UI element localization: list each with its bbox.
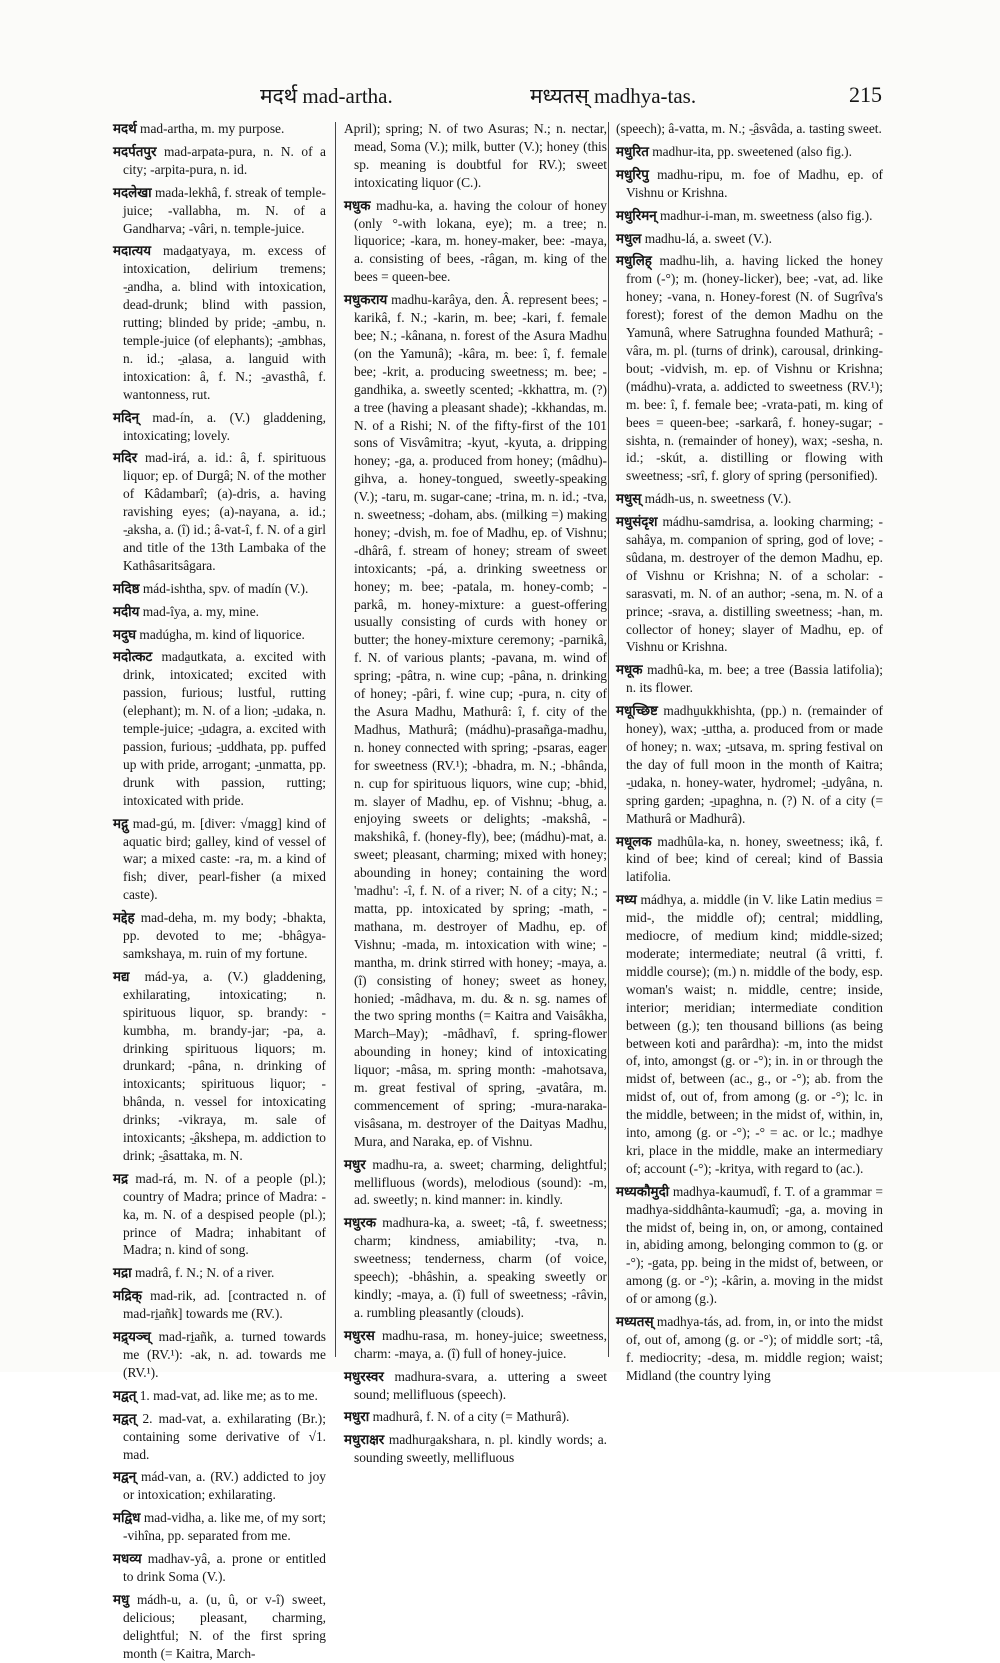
entry-headword: मधव्य (113, 1551, 142, 1567)
entry-headword: मदिर (113, 450, 138, 466)
entry-text: mada̱atyaya, m. excess of intoxication, delirium tremens; -̱andha, a. blind with intoxication, dead-drunk; blind with passion, rutting; blinded by pride; -̱ambu, n. temple-juice (of elephants); -̱ambhas, n. id.; -̱alasa, a. languid with intoxication: â, f. N.; -̱avasthâ, f. wantonness, rut. (123, 243, 326, 402)
dictionary-entry (113, 1550, 326, 1586)
entry-headword: मदर्पतपुर (113, 143, 157, 159)
entry-headword: मध्य (616, 892, 637, 908)
entry-text: mad-irá, a. id.: â, f. spirituous liquor; ep. of Durgâ; N. of the mother of Kâdambarî; (a)-dris, a. having ravishing eyes; (a)-nayana, a. id.; -̱aksha, a. (î) id.; â-vat-î, f. N. of a girl and title of the 13th Lambaka of the Kathâsaritsâgara. (123, 450, 326, 573)
entry-headword: मद्वन् (113, 1469, 137, 1485)
entry-headword: मधुरिमन् (616, 207, 657, 223)
entry-text: madhu-lá, a. sweet (V.). (644, 230, 772, 246)
entry-text: madrâ, f. N.; N. of a river. (134, 1265, 275, 1281)
entry-headword: मधुक (344, 197, 371, 213)
dictionary-entry (344, 1368, 607, 1404)
entry-text: madhur-ita, pp. sweetened (also fig.). (652, 143, 852, 159)
dictionary-entry (344, 1408, 607, 1426)
dictionary-entry (616, 252, 883, 485)
entry-text: mad-îya, a. my, mine. (142, 603, 259, 619)
entry-text: mad-gú, m. [diver: √magg] kind of aquatic bird; galley, kind of vessel of war; a mixed caste: -ra, m. a kind of fish; diver, pearl-fisher (a mixed caste). (123, 815, 326, 903)
dictionary-entry (616, 230, 883, 248)
dictionary-entry (113, 1591, 326, 1663)
dictionary-entry (113, 143, 326, 179)
dictionary-entry (344, 1431, 607, 1467)
column-2 (344, 120, 607, 1466)
dictionary-entry (113, 968, 326, 1165)
entry-text: mada̱utkata, a. excited with drink, intoxicated; excited with passion, furious; lustful, rutting (elephant); m. N. of a lion; -̱udaka, n. temple-juice; -̱udagra, a. excited with passion, furious; -̱uddhata, pp. puffed up with pride, arrogant; -̱unmatta, pp. drunk with passion, rutting; intoxicated with pride. (123, 649, 326, 808)
entry-headword: मधुरस (344, 1327, 375, 1343)
entry-headword: मद्वत् (113, 1410, 137, 1426)
dictionary-entry (113, 580, 326, 598)
dictionary-entry (113, 1264, 326, 1282)
entry-headword: मधुसंदृश (616, 514, 658, 530)
entry-text: mada-lekhâ, f. streak of temple-juice; -vallabha, m. N. of a Gandharva; -vâri, n. temple-juice. (123, 184, 327, 236)
dictionary-entry (113, 449, 326, 574)
dictionary-entry (113, 184, 326, 238)
dictionary-entry (113, 815, 326, 905)
dictionary-entry (616, 490, 883, 508)
entry-text: madhu-ra, a. sweet; charming, delightful; mellifluous (words), melodious (sound): -m, ad. sweetly; n. kind manner: in. kindly. (354, 1156, 607, 1208)
dictionary-entry (616, 166, 883, 202)
entry-text: madhav-yâ, a. prone or entitled to drink Soma (V.). (123, 1551, 326, 1584)
dictionary-entry (616, 833, 883, 887)
entry-text: madhya-kaumudî, f. T. of a grammar = madhya-siddhânta-kaumudî; -ga, a. moving in the midst of, being in, on, or among, contained in, abiding among, belonging common to (g. or -°); -gata, pp. being in the midst of, between, or among (g. or -°); -kârin, a. moving in the midst of or among (g.). (626, 1183, 883, 1307)
entry-text: madhu-ka, a. having the colour of honey (only °-with lokana, eye); m. a tree; n. liquorice; -kara, m. honey-maker, bee: -maya, a. consisting of bees, -râgan, m. king of the bees = queen-bee. (354, 197, 607, 285)
entry-headword: मधुस् (616, 491, 642, 507)
entry-headword: मदुघ (113, 626, 137, 642)
dictionary-entry (344, 1214, 607, 1321)
dictionary-entry (113, 1387, 326, 1405)
dictionary-entry (113, 409, 326, 445)
entry-text: madhu-karâya, den. Â. represent bees; -karikâ, f. N.; -karin, m. bee; -kari, f. female bee; N.; -kânana, n. forest of the Asura Madhu (on the Yamunâ); -kâra, m. bee: î, f. female bee; -krit, a. producing sweetness; m. bee; -gandhika, a. sweetly scented; -kkhattra, m. (?) a tree (having a pleasant shade); -kkhandas, m. N. of a Rishi; N. of the fifty-first of the 101 sons of Visvâmitra; -kyut, -kyuta, a. dripping honey; -ga, a. produced from honey; (mâdhu)-gihva, a. honey-tongued, sweetly-speaking (V.); -taru, m. sugar-cane; -trina, m. n. id.; -tva, n. sweetness; -doham, abs. (milking =) making honey; -dvish, m. foe of Madhu, ep. of Vishnu; -dhârâ, f. stream of honey; stream of sweet intoxicants; -pá, a. drinking sweetness or honey; m. bee; -patala, m. honey-comb; -parkâ, m. honey-mixture: a guest-offering usually consisting of curds with honey or butter; the honey-mixture ceremony; -parnikâ, f. N. of various plants; -pavana, m. wind of spring; -pâtra, n. wine cup; -pâna, n. drinking of honey; -pâri, f. wine cup; -pura, n. city of the Asura Madhu, Mathurâ: î, f. city of the Madhus, Mathurâ; (mádhu)-prasañga-madhu, n. honey connected with spring; -psaras, eager for sweetness (RV.¹); -bhadra, m. N.; -bhânda, n. cup for spirituous liquors, wine cup; -bhid, m. slayer of Madhu, ep. of Vishnu; -bhug, a. enjoying sweets or delights; -makshâ, -makshikâ, f. (honey-fly), bee; (mádhu)-mat, a. sweet; pleasant, charming; mixed with honey; abounding in honey; containing the word 'madhu': -î, f. N. of a river; N. of a city; N.; -matta, pp. intoxicated by spring; -math, -mathana, m. destroyer of Madhu, ep. of Vishnu; -mada, m. intoxication with wine; -mantha, m. drink stirred with honey; -maya, a. (î) consisting of honey; sweet as honey, honied; -mâdhava, m. du. & n. sg. names of the two spring months (= Kaitra and Vaisâkha, March–May); -mâdhavî, f. spring-flower abounding in honey; kind of intoxicating liquor; -mâsa, m. spring month: -mahotsava, m. great festival of spring, -̱avatâra, m. commencement of spring; -mura-naraka-visâsana, m. destroyer of the Daityas Madhu, Mura, and Naraka, ep. of Vishnu. (354, 292, 607, 1149)
entry-headword: मदोत्कट (113, 649, 153, 665)
entry-text: mad-arpata-pura, n. N. of a city; -arpita-pura, n. id. (123, 143, 326, 177)
entry-text: madhura̱akshara, n. pl. kindly words; a. sounding sweetly, mellifluous (354, 1432, 607, 1466)
entry-headword: मदलेखा (113, 184, 152, 200)
entry-headword: मधु (113, 1591, 130, 1607)
entry-headword: मधूलक (616, 833, 652, 849)
entry-headword: मधुरक (344, 1215, 377, 1231)
entry-headword: मधुलिह् (616, 253, 652, 269)
entry-text: mad-rik, ad. [contracted n. of mad-ri̱añk] towards me (RV.). (123, 1288, 326, 1322)
dictionary-entry (113, 626, 326, 644)
header-center-catchword: मध्यतस् madhya-tas. (530, 84, 697, 108)
entry-text: madhû-ka, m. bee; a tree (Bassia latifolia); n. its flower. (626, 662, 883, 696)
dictionary-entry (344, 1156, 607, 1210)
entry-text: mádh-u, a. (u, û, or v-î) sweet, delicious; pleasant, charming, delightful; N. of the first spring month (= Kaitra, March- (123, 1591, 326, 1661)
dictionary-entry (113, 603, 326, 621)
dictionary-entry (616, 1183, 883, 1308)
column-divider (335, 122, 336, 1357)
entry-text: mádhu-samdrisa, a. looking charming; -sahâya, m. companion of spring, god of love; -sûdana, m. destroyer of the demon Madhu, ep. of Vishnu or Krishna; N. of a scholar: -sarasvati, m. N. of an author; -sena, m. N. of a prince; -srava, a. distilling sweetness; -han, m. collector of honey; slayer of Madhu, ep. of Vishnu or Krishna. (626, 514, 883, 655)
entry-text: April); spring; N. of two Asuras; N.; n. nectar, mead, Soma (V.); milk, butter (V.); honey (this sp. meaning is doubtful for RV.); sweet intoxicating liquor (C.). (344, 121, 607, 190)
entry-text: madhura-svara, a. uttering a sweet sound; mellifluous (speech). (354, 1368, 607, 1402)
entry-headword: मधुरस्वर (344, 1368, 384, 1384)
entry-headword: मधुराक्षर (344, 1432, 385, 1448)
entry-headword: मद्देह (113, 910, 135, 926)
entry-text: 1. mad-vat, ad. like me; as to me. (139, 1387, 318, 1403)
entry-headword: मदात्यय (113, 243, 152, 259)
dictionary-entry (113, 1410, 326, 1464)
entry-headword: मद्रा (113, 1265, 132, 1281)
entry-text: 2. mad-vat, a. exhilarating (Br.); containing some derivative of √1. mad. (123, 1410, 326, 1462)
entry-text: (speech); â-vatta, m. N.; -̱âsvâda, a. tasting sweet. (616, 121, 882, 136)
page-header (112, 82, 882, 114)
entry-text: mad-deha, m. my body; -bhakta, pp. devoted to me; -bhâgya-samkshaya, m. ruin of my fortune. (123, 910, 326, 961)
entry-text: mád-ya, a. (V.) gladdening, exhilarating, intoxicating; n. spirituous liquor, sp. brandy: -kumbha, m. brandy-jar; -pa, a. drinking spirituous liquors; m. drunkard; -pâna, n. drinking of intoxicants; spirituous liquor; -bhânda, n. vessel for intoxicating drinks; -vikraya, m. sale of intoxicants; -̱âkshepa, m. addiction to drink; -̱âsattaka, m. N. (123, 968, 326, 1163)
dictionary-entry (344, 1327, 607, 1363)
entry-headword: मध्यतस् (616, 1314, 654, 1330)
entry-headword: मधूच्छिष्ट (616, 703, 658, 719)
dictionary-entry (113, 648, 326, 809)
column-divider (608, 122, 609, 1357)
entry-text: mad-artha, m. my purpose. (140, 121, 285, 136)
dictionary-entry (344, 120, 607, 192)
entry-text: madhur-i-man, m. sweetness (also fig.). (660, 207, 873, 223)
entry-text: mádh-us, n. sweetness (V.). (644, 491, 792, 507)
column-1 (113, 120, 327, 1661)
entry-text: madhya-tás, ad. from, in, or into the midst of, out of, among (g. or -°); of middle sort; -tâ, f. mediocrity; -desa, m. middle region; waist; Midland (the country lying (626, 1314, 883, 1383)
dictionary-entry (113, 1170, 326, 1260)
entry-text: mad-ín, a. (V.) gladdening, intoxicating; lovely. (123, 409, 326, 443)
entry-headword: मदिन् (113, 409, 140, 425)
entry-text: mad-ri̱añk, a. turned towards me (RV.¹): -ak, n. ad. towards me (RV.¹). (123, 1329, 326, 1380)
dictionary-entry (616, 207, 883, 225)
dictionary-entry (113, 909, 326, 963)
dictionary-entry (113, 120, 326, 138)
entry-headword: मध्यकौमुदी (616, 1183, 670, 1199)
entry-headword: मद्रिक् (113, 1288, 142, 1304)
entry-headword: मद्वत् (113, 1387, 137, 1403)
dictionary-entry (616, 120, 883, 138)
dictionary-entry (113, 1468, 326, 1504)
entry-headword: मधुल (616, 230, 642, 246)
entry-text: mádhya, a. middle (in V. like Latin medius = mid-, the middle of); central; middling, mediocre, of medium kind; middle-sized; moderate; intermediate; neutral (â vritti, f. middle course); (m.) n. middle of the body, esp. woman's waist; n. middle, centre; inside, interior; meridian; intermediate condition between (g.); ten thousand billions (as being between koti and parârdha): -m, into the midst of, into, amongst (g. or -°); in. in or through the midst of, between (ac., g., or -°); ab. from the midst of, out of, from among (g. or -°); lc. in the middle, between; in the midst of, within, in, into, among (g. or -°); -° = ac. or lc.; madhye kri, place in the middle, make an intermediary of; account (-°); -kritya, with regard to (ac.). (626, 892, 883, 1176)
dictionary-entry (616, 891, 883, 1178)
entry-headword: मधुरा (344, 1409, 370, 1425)
dictionary-entry (616, 661, 883, 697)
entry-headword: मधुरिपु (616, 166, 649, 182)
column-3 (616, 120, 883, 1383)
dictionary-entry (616, 143, 883, 161)
dictionary-entry (113, 242, 326, 403)
entry-headword: मद्र (113, 1170, 129, 1186)
entry-text: madhura-ka, a. sweet; -tâ, f. sweetness; charm; kindness, amiability; -tva, n. sweetness; tenderness, charm (of voice, speech); -bhâshin, a. speaking sweetly or kindly; -maya, a. (î) full of sweetness; -râvin, a. rumbling pleasantly (clouds). (354, 1215, 607, 1320)
entry-text: madhu-ripu, m. foe of Madhu, ep. of Vishnu or Krishna. (626, 166, 883, 200)
entry-headword: मद्र्यञ्च् (113, 1329, 151, 1345)
entry-headword: मधुकराय (344, 292, 388, 308)
entry-headword: मधूक (616, 662, 643, 678)
entry-text: madúgha, m. kind of liquorice. (139, 626, 305, 642)
entry-headword: मद्गु (113, 815, 129, 831)
entry-text: mad-rá, m. N. of a people (pl.); country of Madra; prince of Madra: -ka, m. N. of a despised people (pl.); prince of Madra; inhabitant of Madra; n. kind of song. (123, 1170, 326, 1258)
entry-headword: मधुरित (616, 143, 649, 159)
entry-headword: मद्विध (113, 1510, 141, 1526)
entry-text: mád-ishtha, spv. of madín (V.). (142, 580, 309, 596)
page-number: 215 (849, 82, 882, 107)
dictionary-entry (113, 1509, 326, 1545)
entry-headword: मद्य (113, 968, 130, 984)
header-left-catchword: मदर्थ mad-artha. (260, 84, 393, 108)
dictionary-entry (616, 702, 883, 827)
dictionary-entry (616, 513, 883, 656)
entry-headword: मदीय (113, 603, 140, 619)
dictionary-entry (344, 291, 607, 1151)
dictionary-entry (113, 1328, 326, 1382)
dictionary-entry (344, 197, 607, 287)
entry-headword: मदर्थ (113, 121, 137, 136)
dictionary-entry (113, 1287, 326, 1323)
entry-text: madhu-rasa, m. honey-juice; sweetness, charm: -maya, a. (î) full of honey-juice. (354, 1327, 607, 1361)
entry-text: mad-vidha, a. like me, of my sort; -vihîna, pp. separated from me. (123, 1510, 326, 1544)
dictionary-entry (616, 1313, 883, 1385)
entry-text: madhûla-ka, n. honey, sweetness; ikâ, f. kind of bee; kind of cereal; kind of Bassia latifolia. (626, 833, 883, 885)
entry-text: mád-van, a. (RV.) addicted to joy or intoxication; exhilarating. (123, 1469, 326, 1503)
entry-text: madhu-lih, a. having licked the honey from (-°); m. (honey-licker), bee; -vat, ad. like honey; -vana, n. Honey-forest (N. of Sugrîva's forest); forest of the demon Madhu on the Yamunâ, where Satrughna founded Mathurâ; -vâra, m. pl. (turns of drink), carousal, drinking-bout; -vidvish, m. ep. of Vishnu or Krishna; (mádhu)-vrata, a. addicted to sweetness (RV.¹); m. bee: î, f. female bee; -vrata-pati, m. king of bees = queen-bee; -sarkarâ, f. honey-sugar; -sishta, n. (remainder of honey), wax; -sesha, n. id.; -skút, a. distilling or flowing with sweetness; -srî, f. glory of spring (personified). (626, 253, 883, 484)
entry-headword: मधुर (344, 1156, 366, 1172)
entry-text: madhu̱ukkhishta, (pp.) n. (remainder of honey), wax; -̱uttha, a. produced from or made of honey; n. wax; -̱utsava, m. spring festival on the day of full moon in the month of Kaitra; -̱udaka, n. honey-water, hydromel; -̱udyâna, n. spring garden; -̱upaghna, n. (?) N. of a city (= Mathurâ or Madhurâ). (626, 703, 883, 826)
entry-text: madhurâ, f. N. of a city (= Mathurâ). (372, 1409, 570, 1425)
entry-headword: मदिष्ठ (113, 580, 140, 596)
